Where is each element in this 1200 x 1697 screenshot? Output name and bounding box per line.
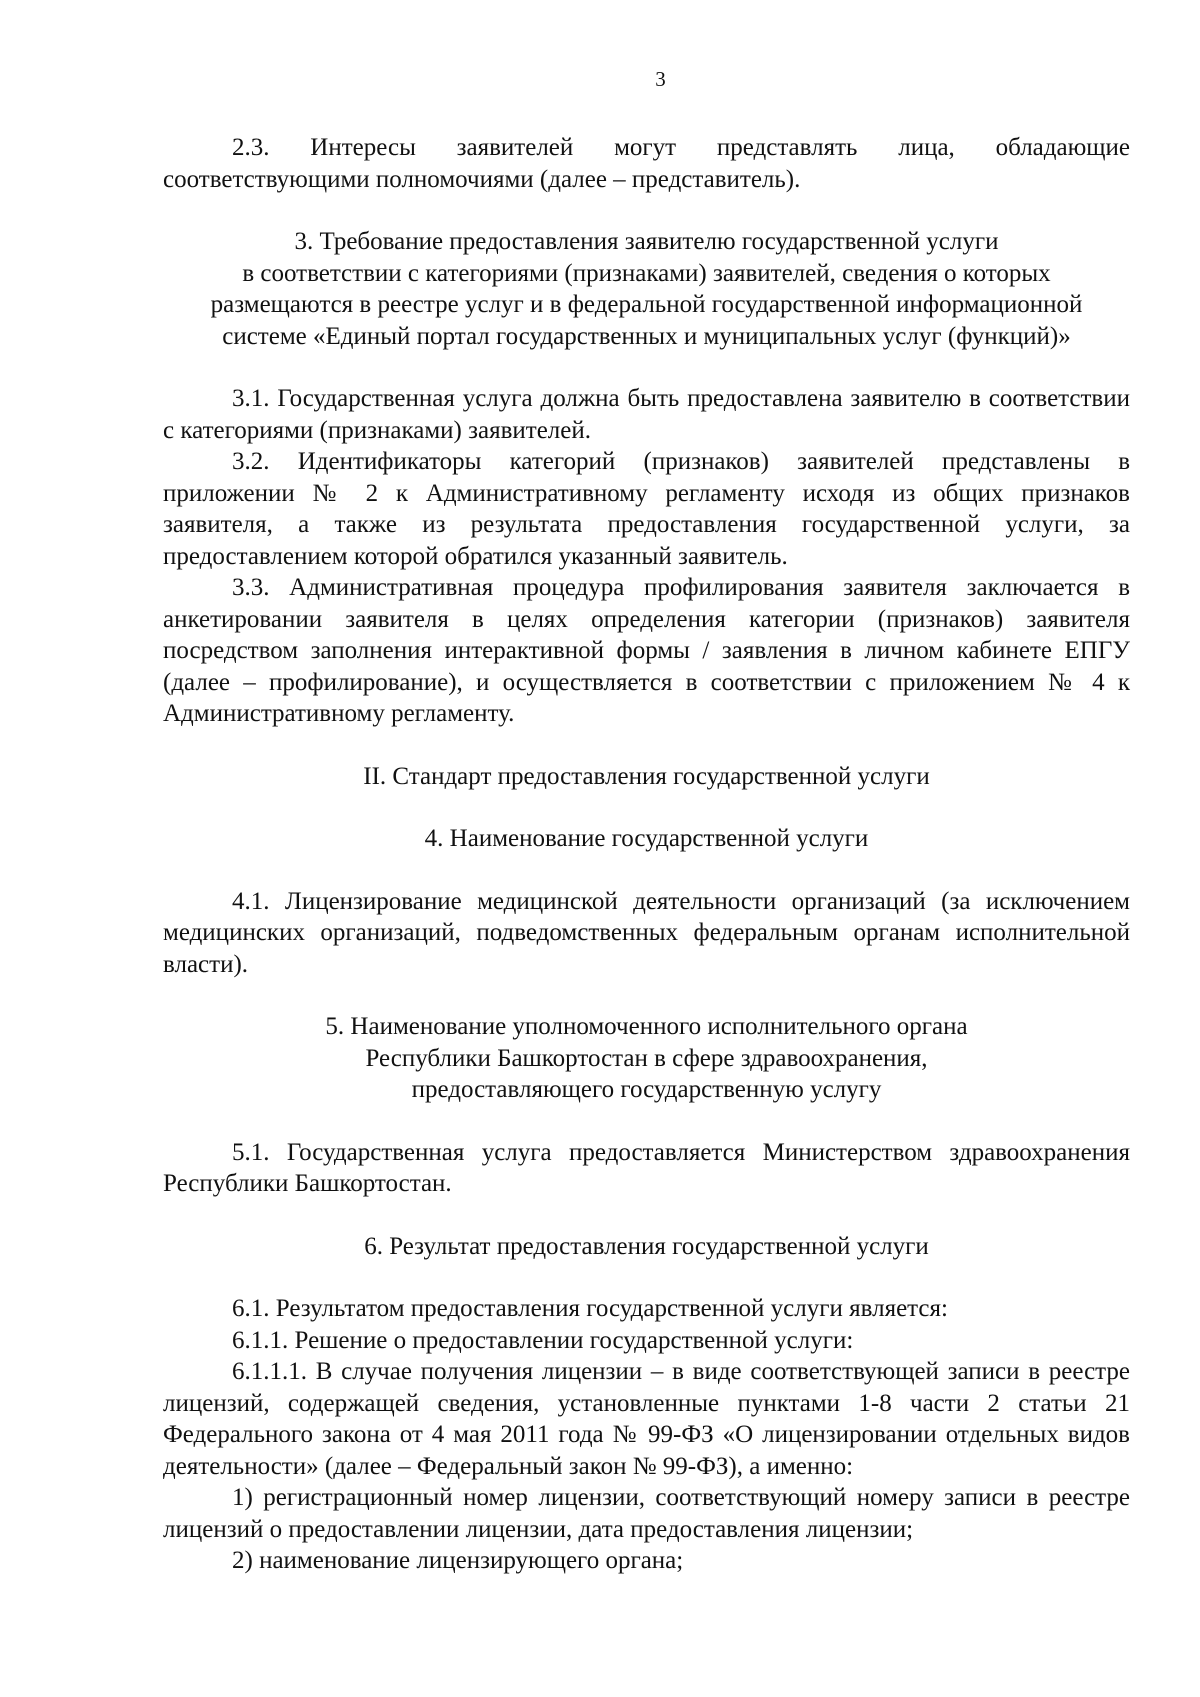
paragraph-6-1: 6.1. Результатом предоставления государственной услуги является:	[232, 1295, 948, 1322]
heading-line: 5. Наименование уполномоченного исполнительного органа	[325, 1013, 968, 1040]
heading-line: системе «Единый портал государственных и муниципальных услуг (функций)»	[222, 322, 1071, 350]
paragraph-4-1: 4.1. Лицензирование медицинской деятельности организаций (за исключением медицинских организаций, подведомственных федеральным органам исполнительной власти).	[163, 887, 1130, 978]
heading-line: 3. Требование предоставления заявителю государственной услуги	[294, 228, 999, 255]
chapter-heading-ii: II. Стандарт предоставления государственной услуги	[363, 762, 930, 790]
section-heading-3	[163, 226, 1130, 352]
paragraph-3-3: 3.3. Административная процедура профилирования заявителя заключается в анкетировании заявителя в целях определения категории (признаков) заявителя посредством заполнения интерактивной формы / заявления в личном кабинете ЕПГУ (далее – профилирование), и осуществляется в соответствии с приложением № 4 к Административному регламенту.	[163, 574, 1130, 727]
section-heading-4: 4. Наименование государственной услуги	[424, 825, 869, 852]
paragraph-3-2: 3.2. Идентификаторы категорий (признаков) заявителей представлены в приложении № 2 к Административному регламенту исходя из общих признаков заявителя, а также из результата предоставления государственной услуги, за предоставлением которой обратился указанный заявитель.	[163, 448, 1130, 570]
paragraph-5-1: 5.1. Государственная услуга предоставляется Министерством здравоохранения Республики Башкортостан.	[163, 1138, 1130, 1197]
section-heading-5	[163, 1011, 1130, 1106]
page-number: 3	[655, 67, 666, 91]
heading-line: размещаются в реестре услуг и в федеральной государственной информационной	[210, 291, 1083, 318]
heading-line: Республики Башкортостан в сфере здравоохранения,	[365, 1044, 928, 1072]
paragraph-6-1-1: 6.1.1. Решение о предоставлении государственной услуги:	[232, 1326, 854, 1354]
list-item-1: 1) регистрационный номер лицензии, соответствующий номеру записи в реестре лицензий о предоставлении лицензии, дата предоставления лицензии;	[163, 1484, 1130, 1543]
section-heading-6: 6. Результат предоставления государственной услуги	[364, 1232, 929, 1260]
heading-line: в соответствии с категориями (признаками) заявителей, сведения о которых	[242, 259, 1051, 287]
paragraph-2-3: 2.3. Интересы заявителей могут представлять лица, обладающие соответствующими полномочиями (далее – представитель).	[163, 134, 1130, 193]
heading-line: предоставляющего государственную услугу	[411, 1076, 882, 1103]
paragraph-3-1: 3.1. Государственная услуга должна быть предоставлена заявителю в соответствии с категориями (признаками) заявителей.	[163, 385, 1130, 444]
paragraph-6-1-1-1: 6.1.1.1. В случае получения лицензии – в виде соответствующей записи в реестре лицензий, содержащей сведения, установленные пунктами 1-8 части 2 статьи 21 Федерального закона от 4 мая 2011 года № 99-ФЗ «О лицензировании отдельных видов деятельности» (далее – Федеральный закон № 99-ФЗ), а именно:	[163, 1358, 1130, 1480]
list-item-2: 2) наименование лицензирующего органа;	[232, 1547, 684, 1574]
